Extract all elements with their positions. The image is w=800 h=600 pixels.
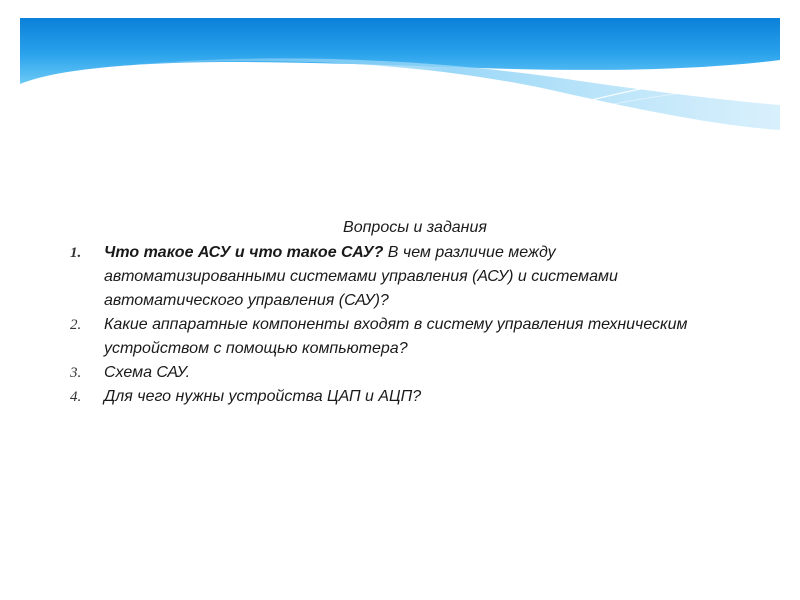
wave-main [20, 18, 780, 84]
question-number-3: 3. [70, 365, 82, 381]
question-item-3 [70, 361, 730, 385]
question-text-2: Какие аппаратные компоненты входят в систему управления техническим устройством с помощью компьютера? [104, 316, 688, 357]
question-item-2 [70, 313, 730, 361]
questions-list [70, 241, 730, 409]
question-text-1: В чем различие между автоматизированными системами управления (АСУ) и системами автоматического управления (САУ)? [104, 244, 618, 309]
question-number-1: 1. [70, 245, 82, 261]
wave-pale-band [120, 58, 780, 130]
question-item-4 [70, 385, 730, 409]
question-number-2: 2. [70, 317, 82, 333]
header-wave-decoration [0, 0, 800, 140]
question-item-1 [70, 241, 730, 313]
slide-heading: Вопросы и задания [343, 219, 487, 236]
question-bold-text-1: Что такое АСУ и что такое САУ? [104, 244, 384, 261]
questions-block [70, 217, 730, 409]
question-number-4: 4. [70, 389, 82, 405]
question-text-3: Схема САУ. [104, 364, 191, 381]
question-text-4: Для чего нужны устройства ЦАП и АЦП? [104, 388, 422, 405]
